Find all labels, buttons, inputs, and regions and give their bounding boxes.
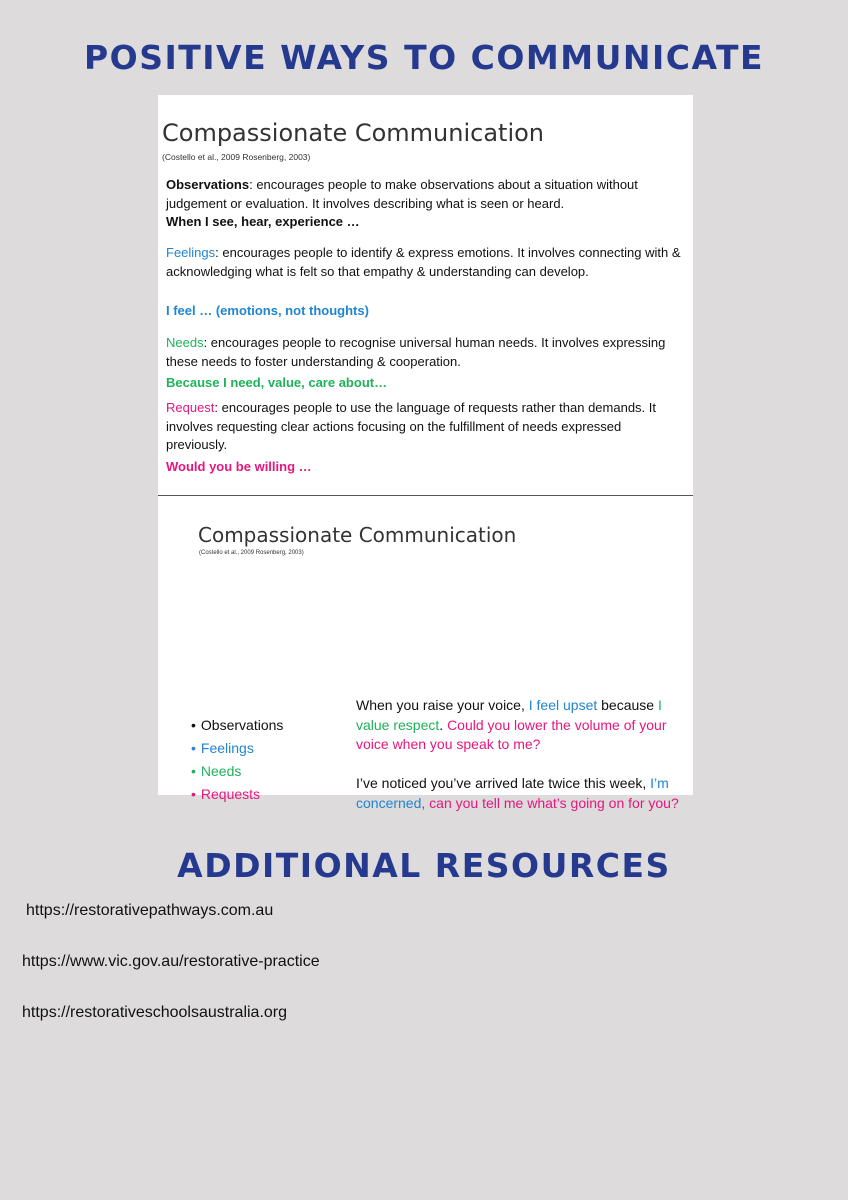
slides-image — [158, 95, 693, 811]
list-item-requests: • Requests — [191, 786, 261, 802]
needs-text: : encourages people to recognise universal human needs. It involves expressing these needs to foster understanding & cooperation. — [166, 335, 666, 369]
needs-paragraph — [166, 334, 686, 371]
feelings-prompt: I feel … (emotions, not thoughts) — [166, 303, 369, 318]
observations-text: : encourages people to make observations about a situation without judgement or evaluation. It involves describing what is seen or heard. — [166, 177, 638, 211]
resource-link-restorative-pathways[interactable]: https://restorativepathways.com.au — [26, 902, 274, 919]
slide-citation: (Costello et al., 2009 Rosenberg, 2003) — [162, 152, 311, 162]
example-arrived-late: I’ve noticed you’ve arrived late twice this week, I’m concerned, can you tell me what’s going on for you? — [356, 775, 679, 811]
observations-prompt: When I see, hear, experience … — [166, 214, 360, 229]
components-list — [191, 714, 283, 806]
request-text: : encourages people to use the language of requests rather than demands. It involves requesting clear actions focusing on the fulfillment of needs expressed previously. — [166, 400, 657, 452]
observations-paragraph — [166, 176, 686, 213]
slide-compassionate-communication-examples — [158, 496, 693, 811]
resources-title: ADDITIONAL RESOURCES — [177, 846, 671, 885]
resource-link-vic-gov[interactable]: https://www.vic.gov.au/restorative-practice — [22, 953, 320, 970]
feelings-term: Feelings — [166, 245, 216, 260]
page-title: POSITIVE WAYS TO COMMUNICATE — [83, 38, 765, 77]
request-prompt: Would you be willing … — [166, 459, 312, 474]
observations-term: Observations — [166, 177, 250, 192]
list-item-needs: • Needs — [191, 763, 242, 779]
request-term: Request — [166, 400, 215, 415]
list-item-observations: • Observations — [191, 717, 284, 733]
slide-citation: (Costello et al., 2009 Rosenberg, 2003) — [199, 550, 304, 556]
feelings-text: : encourages people to identify & express emotions. It involves connecting with & acknowledging what is felt so that empathy & understanding can develop. — [166, 245, 681, 279]
feelings-paragraph — [166, 244, 686, 281]
resource-link-restorative-schools[interactable]: https://restorativeschoolsaustralia.org — [22, 1004, 288, 1021]
needs-term: Needs — [166, 335, 204, 350]
needs-prompt: Because I need, value, care about… — [166, 375, 388, 390]
example-raise-voice: When you raise your voice, I feel upset because I value respect. Could you lower the volume of your voice when you speak to me? — [356, 697, 667, 752]
list-item-feelings: • Feelings — [191, 740, 254, 756]
slide-title: Compassionate Communication — [162, 119, 545, 147]
slide-title: Compassionate Communication — [198, 523, 517, 547]
slide-compassionate-communication-definitions — [158, 95, 693, 495]
request-paragraph — [166, 399, 686, 455]
